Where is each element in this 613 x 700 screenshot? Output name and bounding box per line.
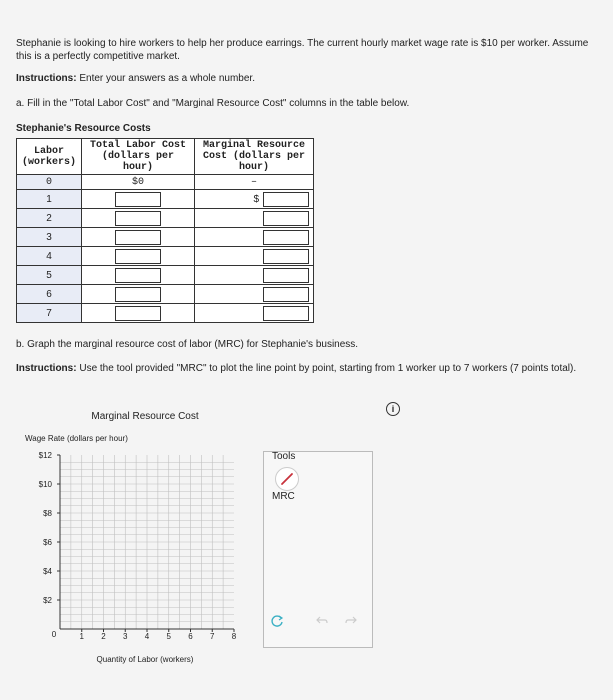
x-tick-label: 6 [188,632,193,641]
header-labor [17,139,82,175]
table-row [17,266,314,285]
instructions-b-text: Use the tool provided "MRC" to plot the line point by point, starting from 1 worker up to 7 workers (7 points total). [79,363,577,374]
mrc-cell [195,266,314,285]
y-tick-label: $12 [38,451,52,460]
resource-cost-table [16,138,314,323]
tlc-cell [82,247,195,266]
undo-icon[interactable] [315,615,329,627]
header-tlc-line3: hour) [122,162,153,173]
header-mrc-line3: hour) [238,162,269,173]
tlc-input[interactable] [115,249,161,264]
tlc-input[interactable] [115,287,161,302]
header-mrc-line2: Cost (dollars per [202,151,306,162]
y-tick-label: $2 [43,596,52,605]
mrc-input[interactable] [263,230,309,245]
mrc-cell [195,285,314,304]
labor-cell: 7 [17,304,82,323]
x-tick-label: 2 [101,632,106,641]
header-labor-line1: Labor [33,145,64,157]
table-row [17,247,314,266]
instructions-b-label: Instructions: [16,363,77,374]
tools-title: Tools [272,451,296,462]
labor-cell: 4 [17,247,82,266]
tlc-cell [82,228,195,247]
tlc-cell [82,209,195,228]
redo-icon[interactable] [344,615,358,627]
mrc-zero-cell: – [195,175,314,190]
instructions-a-label: Instructions: [16,73,77,84]
table-row [17,209,314,228]
mrc-cell [195,247,314,266]
table-row [17,190,314,209]
mrc-cell [195,304,314,323]
y-tick-label: $4 [43,567,52,576]
mrc-input[interactable] [263,306,309,321]
header-labor-line2: (workers) [21,156,76,168]
table-row [17,285,314,304]
tlc-cell [82,285,195,304]
mrc-input[interactable] [263,287,309,302]
currency-symbol: $ [253,193,259,205]
x-tick-label: 5 [166,632,171,641]
x-tick-label: 4 [144,632,150,641]
header-tlc-line1: Total Labor Cost [89,140,186,151]
labor-cell: 3 [17,228,82,247]
part-b-text: b. Graph the marginal resource cost of labor (MRC) for Stephanie's business. [16,339,359,350]
labor-cell: 0 [17,175,82,190]
tlc-input[interactable] [115,211,161,226]
table-row [17,175,314,190]
tlc-cell [82,304,195,323]
chart-title: Marginal Resource Cost [91,411,199,422]
x-tick-label: 8 [231,632,237,641]
tlc-cell [82,266,195,285]
mrc-cell [195,190,314,209]
tlc-input[interactable] [115,268,161,283]
instructions-b [16,362,608,375]
y-tick-label: $10 [38,480,52,489]
x-tick-label: 7 [210,632,215,641]
mrc-cell [195,209,314,228]
y-tick-label: $6 [43,538,52,547]
mrc-tool-label: MRC [272,491,295,502]
tlc-input[interactable] [115,230,161,245]
header-tlc-line2: (dollars per [101,151,174,162]
table-row [17,228,314,247]
mrc-cell [195,228,314,247]
mrc-input[interactable] [263,192,309,207]
x-axis-label: Quantity of Labor (workers) [96,655,194,664]
part-a-text: a. Fill in the "Total Labor Cost" and "Marginal Resource Cost" columns in the table below. [16,98,410,109]
x-tick-label: 3 [123,632,128,641]
intro-text: Stephanie is looking to hire workers to help her produce earrings. The current hourly market wage rate is $10 per worker. Assume this is a perfectly competitive market. [16,38,589,62]
tools-panel [263,451,373,648]
mrc-input[interactable] [263,268,309,283]
reset-icon[interactable] [270,614,284,628]
header-total-labor-cost [82,139,195,175]
origin-label: 0 [51,630,57,639]
tlc-cell [82,190,195,209]
x-tick-label: 1 [79,632,84,641]
table-row [17,304,314,323]
header-marginal-resource-cost [195,139,314,175]
labor-cell: 2 [17,209,82,228]
mrc-input[interactable] [263,211,309,226]
instructions-a-text: Enter your answers as a whole number. [79,73,255,84]
info-icon[interactable]: i [386,402,400,416]
tlc-input[interactable] [115,192,161,207]
header-mrc-line1: Marginal Resource [202,140,306,151]
mrc-chart[interactable] [0,400,260,680]
labor-cell: 1 [17,190,82,209]
y-axis-label: Wage Rate (dollars per hour) [25,434,128,443]
labor-cell: 6 [17,285,82,304]
instructions-a [16,72,255,85]
tlc-zero-cell: $0 [82,175,195,190]
tlc-input[interactable] [115,306,161,321]
mrc-input[interactable] [263,249,309,264]
table-title: Stephanie's Resource Costs [16,123,151,134]
y-tick-label: $8 [43,509,52,518]
labor-cell: 5 [17,266,82,285]
mrc-tool-button[interactable] [275,467,299,491]
pencil-line-icon [276,468,298,490]
